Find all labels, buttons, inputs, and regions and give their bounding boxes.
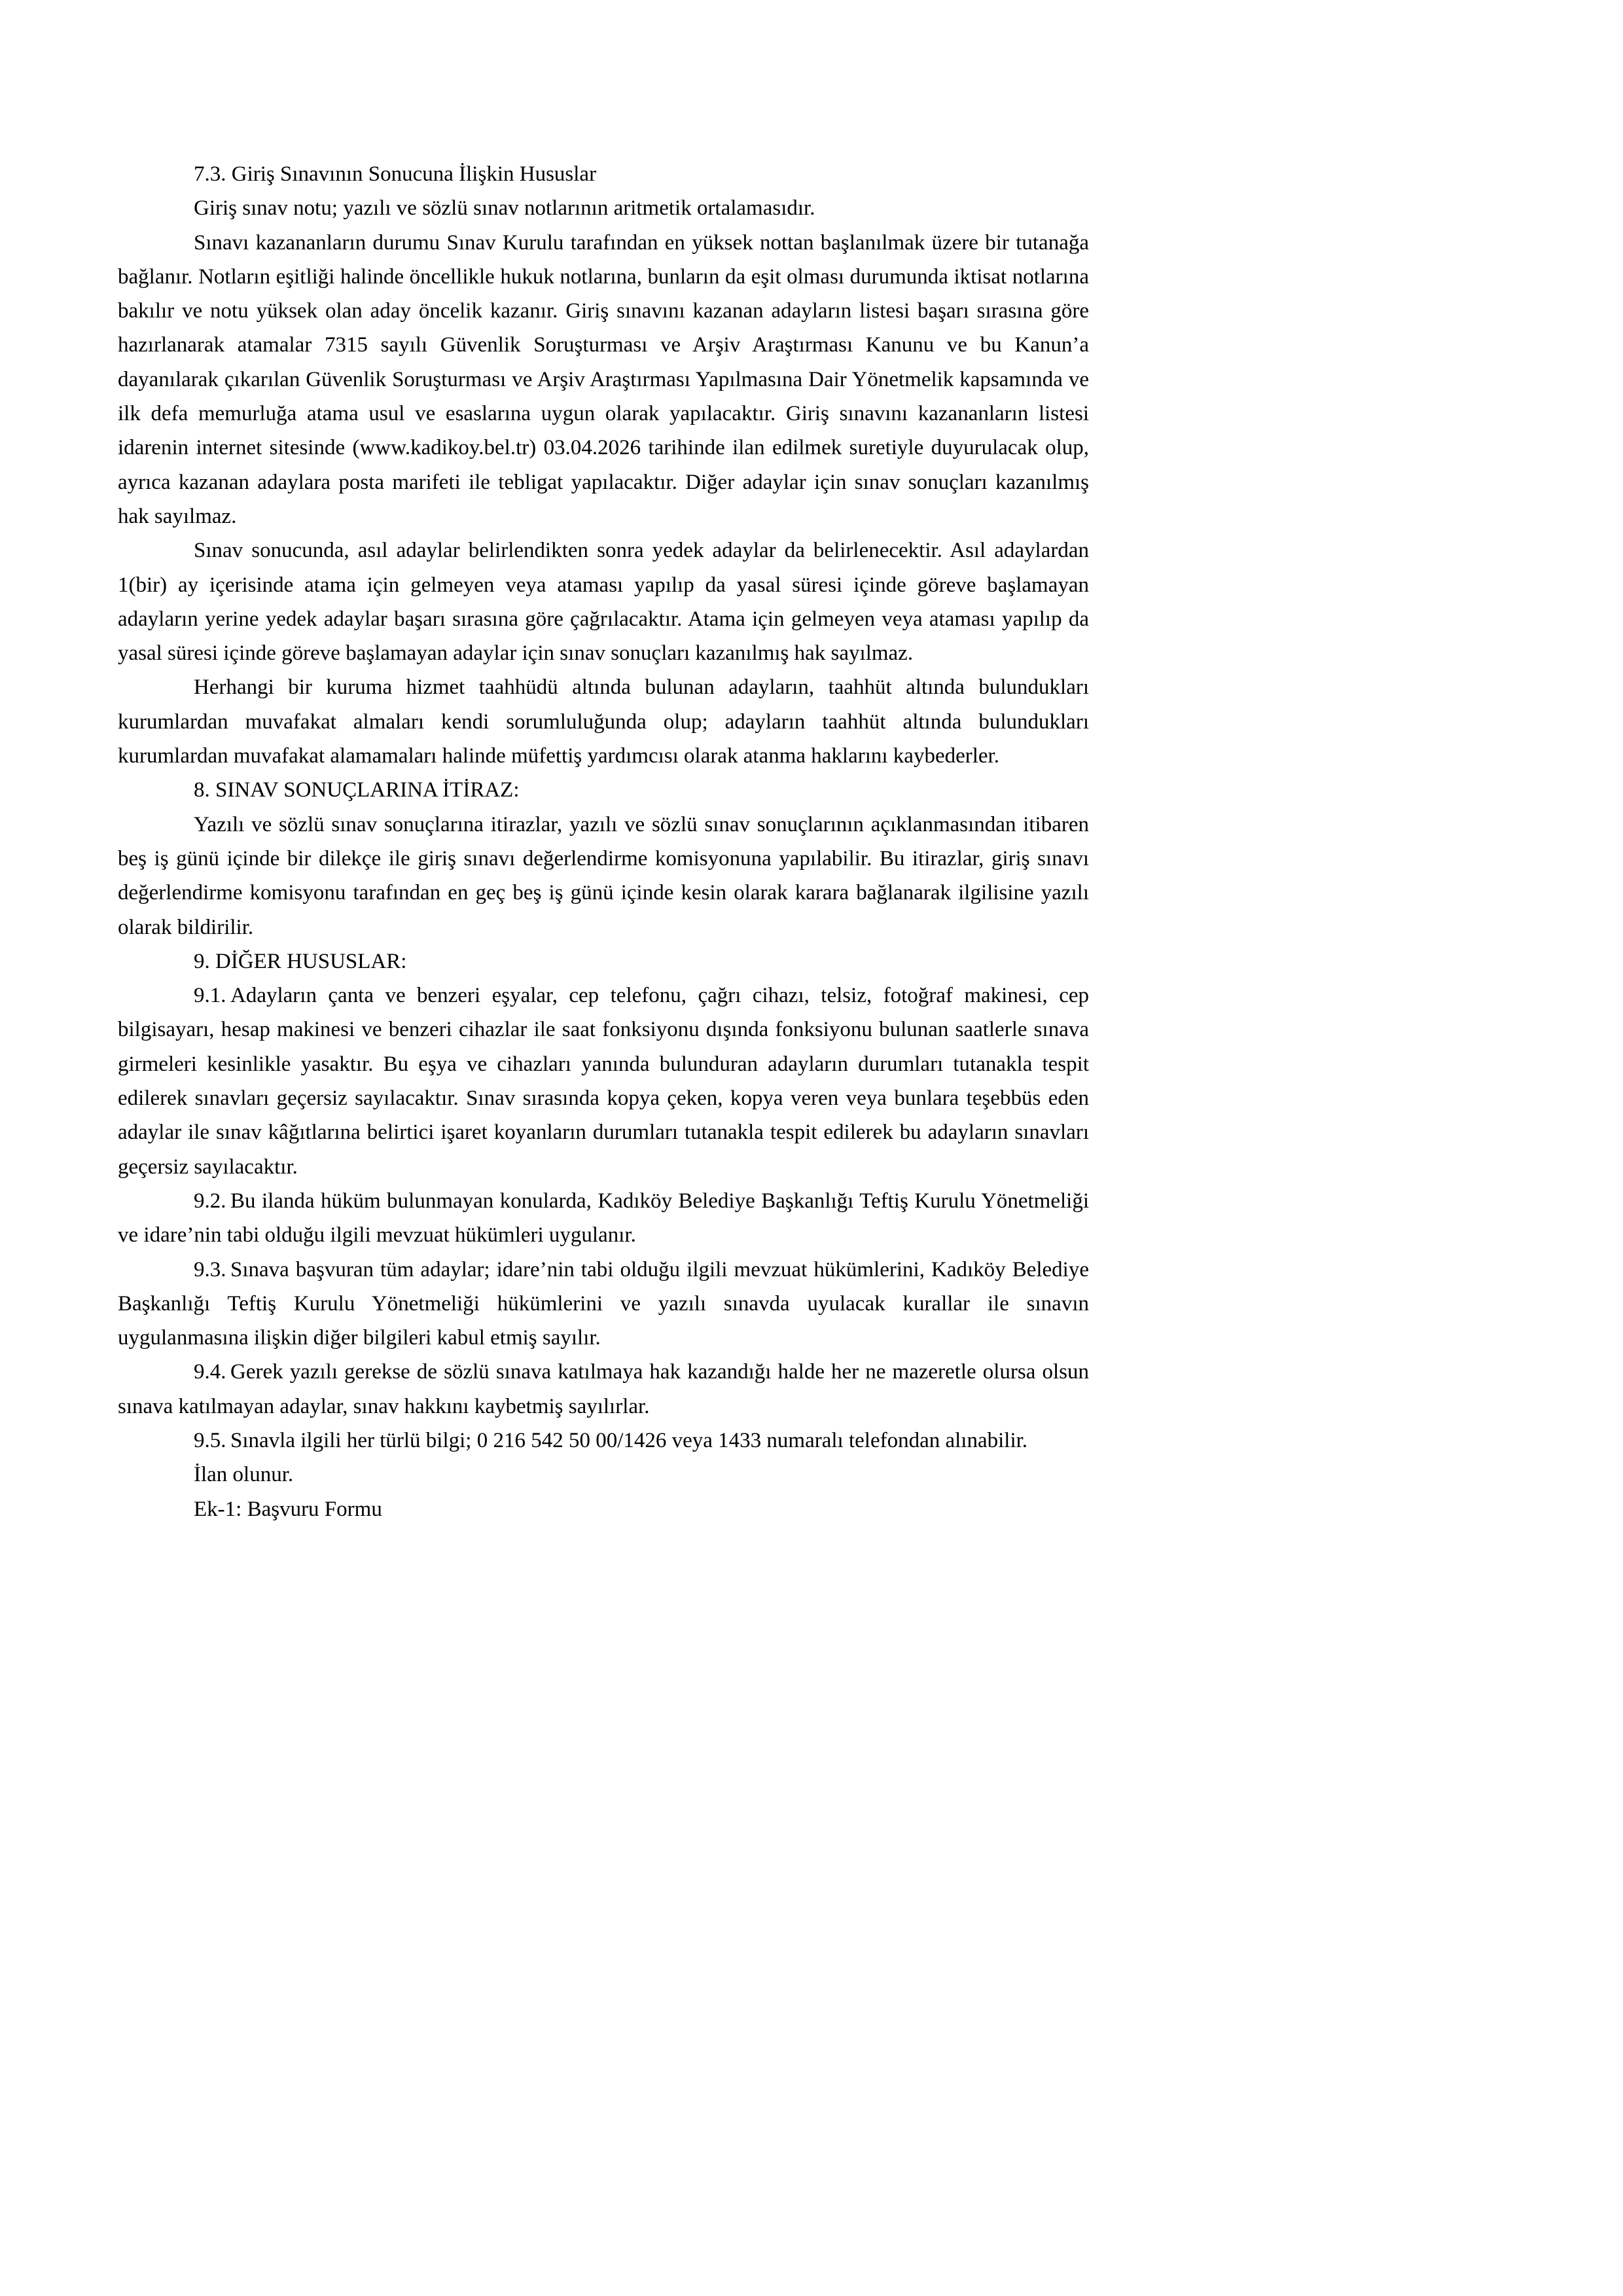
item-number: 9.5.	[194, 1428, 226, 1452]
attachment-reference: Ek-1: Başvuru Formu	[194, 1497, 382, 1521]
item-text: Bu ilanda hüküm bulunmayan konularda, Kadıköy Belediye Başkanlığı Teftiş Kurulu Yönetmeliği ve idare’nin tabi olduğu ilgili mevzuat hükümleri uygulanır.	[118, 1189, 1089, 1247]
item-text: Sınava başvuran tüm adaylar; idare’nin tabi olduğu ilgili mevzuat hükümlerini, Kadıköy Belediye Başkanlığı Teftiş Kurulu Yönetmeliği hükümlerini ve yazılı sınavda uyulacak kurallar ile sınavın uygulanmasına ilişkin diğer bilgileri kabul etmiş sayılır.	[118, 1257, 1089, 1350]
document-page	[118, 157, 1089, 1526]
item-text: Gerek yazılı gerekse de sözlü sınava katılmaya hak kazandığı halde her ne mazeretle olursa olsun sınava katılmayan adaylar, sınav hakkını kaybetmiş sayılırlar.	[118, 1360, 1089, 1418]
list-item-9-5	[118, 1424, 1089, 1458]
paragraph-objection: Yazılı ve sözlü sınav sonuçlarına itirazlar, yazılı ve sözlü sınav sonuçlarının açıklanmasından itibaren beş iş günü içinde bir dilekçe ile giriş sınavı değerlendirme komisyonuna yapılabilir. Bu itirazlar, giriş sınavı değerlendirme komisyonu tarafından en geç beş iş günü içinde kesin olarak karara bağlanarak ilgilisine yazılı olarak bildirilir.	[118, 812, 1089, 939]
section-7-3-heading: 7.3. Giriş Sınavının Sonucuna İlişkin Hususlar	[194, 162, 597, 186]
item-number: 9.3.	[194, 1257, 226, 1282]
closing-statement: İlan olunur.	[194, 1463, 294, 1487]
paragraph-service-commitment: Herhangi bir kuruma hizmet taahhüdü altında bulunan adayların, taahhüt altında bulundukları kurumlardan muvafakat almaları kendi sorumluluğunda olup; adayların taahhüt altında bulundukları kurumlardan muvafakat alamamaları halinde müfettiş yardımcısı olarak atanma haklarını kaybederler.	[118, 675, 1089, 768]
paragraph-reserve-candidates: Sınav sonucunda, asıl adaylar belirlendikten sonra yedek adaylar da belirlenecektir. Asıl adaylardan 1(bir) ay içerisinde atama için gelmeyen veya ataması yapılıp da yasal süresi içinde göreve başlamayan adayların yerine yedek adaylar başarı sırasına göre çağrılacaktır. Atama için gelmeyen veya ataması yapılıp da yasal süresi içinde göreve başlamayan adaylar için sınav sonuçları kazanılmış hak sayılmaz.	[118, 539, 1089, 666]
list-item-9-1	[118, 978, 1089, 1184]
section-9-heading: 9. DİĞER HUSUSLAR:	[194, 949, 407, 973]
list-item-9-2	[118, 1184, 1089, 1253]
item-number: 9.4.	[194, 1360, 226, 1384]
item-text: Sınavla ilgili her türlü bilgi; 0 216 542 50 00/1426 veya 1433 numaralı telefondan alınabilir.	[230, 1428, 1028, 1452]
list-item-9-3	[118, 1253, 1089, 1355]
section-8-heading: 8. SINAV SONUÇLARINA İTİRAZ:	[194, 778, 520, 802]
paragraph-exam-score: Giriş sınav notu; yazılı ve sözlü sınav notlarının aritmetik ortalamasıdır.	[194, 196, 815, 221]
item-number: 9.2.	[194, 1189, 226, 1213]
paragraph-winners: Sınavı kazananların durumu Sınav Kurulu tarafından en yüksek nottan başlanılmak üzere bir tutanağa bağlanır. Notların eşitliği halinde öncellikle hukuk notlarına, bunların da eşit olması durumunda iktisat notlarına bakılır ve notu yüksek olan aday öncelik kazanır. Giriş sınavını kazanan adayların listesi başarı sırasına göre hazırlanarak atamalar 7315 sayılı Güvenlik Soruşturması ve Arşiv Araştırması Kanunu ve bu Kanun’a dayanılarak çıkarılan Güvenlik Soruşturması ve Arşiv Araştırması Yapılmasına Dair Yönetmelik kapsamında ve ilk defa memurluğa atama usul ve esaslarına uygun olarak yapılacaktır. Giriş sınavını kazananların listesi idarenin internet sitesinde (www.kadikoy.bel.tr) 03.04.2026 tarihinde ilan edilmek suretiyle duyurulacak olup, ayrıca kazanan adaylara posta marifeti ile tebligat yapılacaktır. Diğer adaylar için sınav sonuçları kazanılmış hak sayılmaz.	[118, 230, 1089, 528]
list-item-9-4	[118, 1355, 1089, 1424]
item-number: 9.1.	[194, 984, 226, 1008]
item-text: Adayların çanta ve benzeri eşyalar, cep telefonu, çağrı cihazı, telsiz, fotoğraf makinesi, cep bilgisayarı, hesap makinesi ve benzeri cihazlar ile saat fonksiyonu dışında fonksiyonu bulunan saatlerle sınava girmeleri kesinlikle yasaktır. Bu eşya ve cihazları yanında bulunduran adayların durumları tutanakla tespit edilerek sınavları geçersiz sayılacaktır. Sınav sırasında kopya çeken, kopya veren veya bunlara teşebbüs eden adaylar ile sınav kâğıtlarına belirtici işaret koyanların durumları tutanakla tespit edilerek bu adayların sınavları geçersiz sayılacaktır.	[118, 984, 1089, 1179]
